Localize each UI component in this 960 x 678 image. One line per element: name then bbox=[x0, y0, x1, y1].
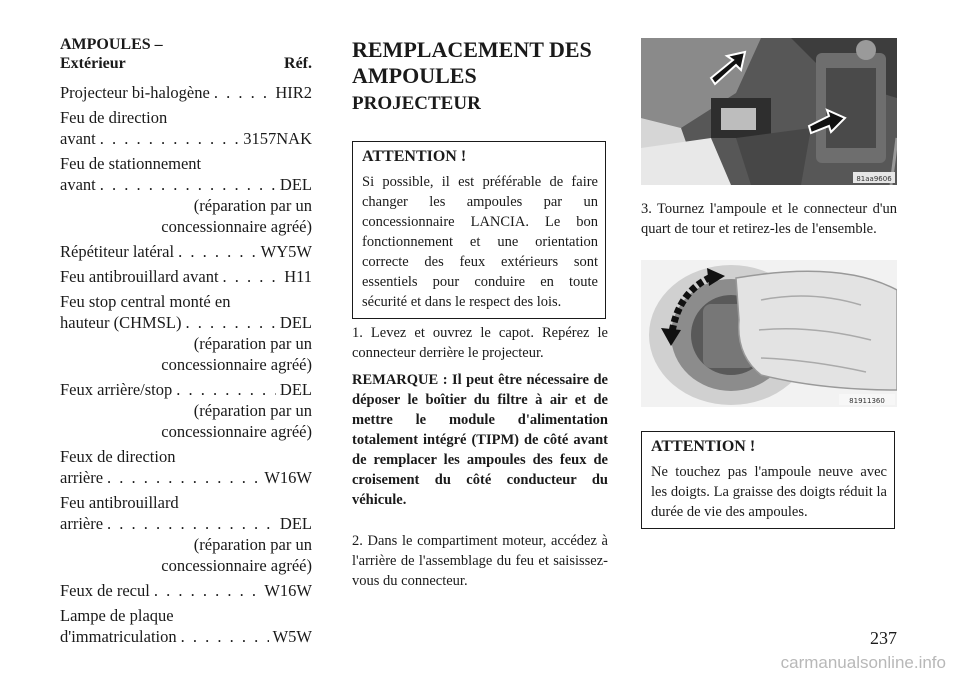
bulb-reference: DEL bbox=[279, 313, 312, 332]
bulb-note: concessionnaire agréé) bbox=[161, 217, 312, 236]
bulb-entry-line bbox=[60, 513, 312, 534]
bulb-reference: DEL bbox=[279, 175, 312, 194]
bulb-entry-line bbox=[60, 174, 312, 195]
engine-bay-photo bbox=[641, 38, 897, 185]
bulb-entry bbox=[60, 291, 312, 375]
dot-leader bbox=[178, 241, 257, 262]
bulb-entry-line bbox=[60, 128, 312, 149]
bulb-entry bbox=[60, 580, 312, 601]
bulb-name: Projecteur bi-halogène bbox=[60, 83, 210, 102]
bulb-entry-line bbox=[60, 379, 312, 400]
dot-leader bbox=[214, 82, 272, 103]
section-title-line1: REMPLACEMENT DES bbox=[352, 37, 592, 62]
image1-code: 81aa9606 bbox=[856, 175, 892, 183]
bulb-name: arrière bbox=[60, 468, 104, 487]
bulb-note: (réparation par un bbox=[193, 196, 312, 215]
bulb-entry-line bbox=[60, 446, 312, 467]
bulb-name: Feux de recul bbox=[60, 581, 150, 600]
bulb-entry-line bbox=[60, 626, 312, 647]
bulb-note: concessionnaire agréé) bbox=[161, 422, 312, 441]
table-heading-line1: AMPOULES – bbox=[60, 36, 163, 53]
dot-leader bbox=[176, 379, 276, 400]
bulb-reference: W16W bbox=[264, 468, 312, 487]
dot-leader bbox=[181, 626, 269, 647]
dot-leader bbox=[185, 312, 275, 333]
table-heading-line2: Extérieur bbox=[60, 55, 126, 72]
dot-leader bbox=[223, 266, 281, 287]
bulb-reference: H11 bbox=[284, 267, 312, 286]
bulb-note: (réparation par un bbox=[193, 401, 312, 420]
bulb-name: Feux de direction bbox=[60, 447, 176, 466]
remark: REMARQUE : Il peut être nécessaire de déposer le boîtier du filtre à air et de mettre le module d'alimentation totalement intégré (TIPM) de côté avant de remplacer les ampoules des feux de croisement du côté conducteur du véhicule. bbox=[352, 372, 608, 508]
bulb-entry-line bbox=[60, 492, 312, 513]
bulb-entry bbox=[60, 241, 312, 262]
bulb-entry bbox=[60, 605, 312, 647]
warning-box bbox=[352, 141, 606, 319]
bulb-entry-line bbox=[60, 291, 312, 312]
dot-leader bbox=[107, 467, 260, 488]
bulb-note: concessionnaire agréé) bbox=[161, 556, 312, 575]
bulb-entry-line bbox=[60, 82, 312, 103]
bulb-name: avant bbox=[60, 175, 96, 194]
bulb-note: concessionnaire agréé) bbox=[161, 355, 312, 374]
step-3: 3. Tournez l'ampoule et le connecteur d'un quart de tour et retirez-les de l'ensemble. bbox=[641, 201, 897, 237]
warning2-body: Ne touchez pas l'ampoule neuve avec les doigts. La graisse des doigts réduit la durée de vie des ampoules. bbox=[651, 464, 887, 520]
bulb-entry-line bbox=[60, 312, 312, 333]
section-subtitle: PROJECTEUR bbox=[352, 93, 481, 114]
step-1: 1. Levez et ouvrez le capot. Repérez le connecteur derrière le projecteur. bbox=[352, 325, 608, 361]
bulb-reference: W16W bbox=[264, 581, 312, 600]
bulb-name: Feu antibrouillard avant bbox=[60, 267, 219, 286]
bulb-reference: WY5W bbox=[260, 242, 312, 261]
bulb-entry bbox=[60, 107, 312, 149]
bulb-entry bbox=[60, 82, 312, 103]
bulb-reference: W5W bbox=[272, 627, 312, 646]
watermark: carmanualsonline.info bbox=[780, 653, 946, 672]
bulb-entry-line bbox=[60, 467, 312, 488]
bulb-entry-line bbox=[60, 241, 312, 262]
dot-leader bbox=[100, 174, 276, 195]
bulb-name: d'immatriculation bbox=[60, 627, 177, 646]
bulb-name: Feu antibrouillard bbox=[60, 493, 179, 512]
bulb-entry bbox=[60, 446, 312, 488]
bulb-name: Feux arrière/stop bbox=[60, 380, 173, 399]
bulb-name: Répétiteur latéral bbox=[60, 242, 175, 261]
warning-box-2 bbox=[641, 431, 895, 529]
bulb-reference: DEL bbox=[279, 514, 312, 533]
bulb-reference: 3157NAK bbox=[243, 129, 312, 148]
bulb-entry-line bbox=[60, 153, 312, 174]
warning-body: Si possible, il est préférable de faire changer les ampoules par un concessionnaire LANCIA. Le bon fonctionnement et une orientation correcte des feux extérieurs sont essentiels pour conduire en toute sécurité et dans le respect des lois. bbox=[362, 174, 598, 310]
dot-leader bbox=[154, 580, 261, 601]
bulb-note: (réparation par un bbox=[193, 334, 312, 353]
bulb-entry-line bbox=[60, 266, 312, 287]
bulb-entry bbox=[60, 266, 312, 287]
bulb-entry bbox=[60, 379, 312, 442]
section-title-line2: AMPOULES bbox=[352, 63, 477, 88]
bulb-name: Feu de stationnement bbox=[60, 154, 202, 173]
bulb-removal-illustration bbox=[641, 260, 897, 407]
bulb-entry-line bbox=[60, 580, 312, 601]
bulb-name: Lampe de plaque bbox=[60, 606, 174, 625]
image2-code: 81911360 bbox=[849, 397, 885, 405]
bulb-reference: DEL bbox=[279, 380, 312, 399]
bulb-name: arrière bbox=[60, 514, 104, 533]
bulb-entry bbox=[60, 492, 312, 576]
bulb-name: Feu stop central monté en bbox=[60, 292, 231, 311]
dot-leader bbox=[100, 128, 240, 149]
bulb-entry bbox=[60, 153, 312, 237]
bulb-name: hauteur (CHMSL) bbox=[60, 313, 182, 332]
table-heading-ref: Réf. bbox=[284, 55, 312, 72]
bulb-name: Feu de direction bbox=[60, 108, 168, 127]
bulb-reference: HIR2 bbox=[275, 83, 312, 102]
step-2: 2. Dans le compartiment moteur, accédez à l'arrière de l'assemblage du feu et saisissez-vous du connecteur. bbox=[352, 533, 608, 589]
bulb-note: (réparation par un bbox=[193, 535, 312, 554]
bulb-entry-line bbox=[60, 605, 312, 626]
bulb-entry-line bbox=[60, 107, 312, 128]
bulb-name: avant bbox=[60, 129, 96, 148]
warning-title: ATTENTION ! bbox=[362, 148, 467, 165]
dot-leader bbox=[107, 513, 276, 534]
warning2-title: ATTENTION ! bbox=[651, 438, 756, 455]
page-number: 237 bbox=[870, 628, 897, 648]
